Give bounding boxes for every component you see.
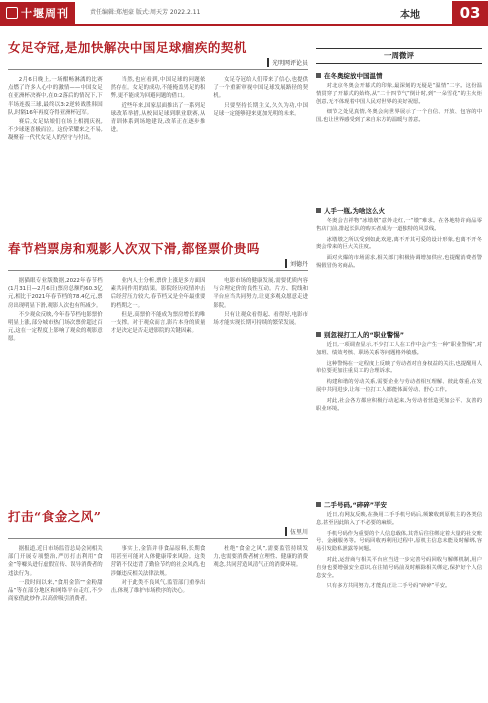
article-column: [213, 277, 308, 495]
paragraph: 冰墩墩之所以受到如此欢迎,离不开其可爱的设计形象,也离不开冬奥会带来的巨大关注度。: [316, 236, 482, 251]
article-column: [111, 277, 206, 495]
article-byline: 光明网评论员: [267, 58, 308, 67]
sidebar-title: 一周微评: [316, 48, 482, 64]
square-bullet-icon: [316, 208, 321, 213]
sidebar-weekly-comments: [316, 32, 482, 693]
sidebar-heading-text: 在冬奥绽放中国温情: [324, 72, 383, 80]
sidebar-heading-text: 二手号码,“碎碎”平安: [324, 501, 388, 509]
paragraph: 近些年来,国家层面推出了一系列足球改革举措,从校园足球到职业联赛,从青训体系到场地建设,改革正在逐步推进。: [110, 102, 206, 134]
paragraph: 只要坚持长期主义,久久为功,中国足球一定能够迎来更加光明的未来。: [213, 102, 308, 117]
paragraph: 对北京冬奥会开幕式的印象,最深刻的无疑是“温情”二字。这份温情贯穿了开幕式的始终,从“二十四节气”倒计时,到“一朵雪花”的主火炬创意,无不体现着中国人民对世界的美好祝愿。: [316, 83, 482, 105]
editor-meta: 责任编辑:郑旭豪 版式:周天芳 2022.2.11: [90, 9, 201, 16]
masthead-logo-icon: [6, 7, 18, 19]
sidebar-heading: [316, 71, 482, 80]
article-title: 打击“食金之风”: [8, 509, 102, 524]
sidebar-section: [316, 199, 482, 323]
paragraph: 对此,社会各方都应积极行动起来,为劳动者营造更加公平、友善的职业环境。: [316, 397, 482, 412]
paragraph: 对此,运营商与相关平台应当进一步完善号码回收与解绑机制,用户自身也要增强安全意识,在注销号码前及时解除相关绑定,保护好个人信息安全。: [316, 556, 482, 579]
article-column: [8, 545, 103, 681]
article-byline: 伍里川: [285, 527, 308, 536]
paragraph: 对于此类不良风气,监管部门重拳出击,体现了维护市场秩序的决心。: [110, 579, 206, 595]
paragraph: 2月6日晚上,一场酣畅淋漓的比赛点燃了许多人心中的激情——中国女足在亚洲杯决赛中,在0:2落后的情况下,下半场连扳三球,最终以3:2逆转战胜韩国队,时隔16年再度夺得亚洲杯冠军。: [8, 77, 103, 116]
square-bullet-icon: [316, 73, 321, 78]
paragraph: 电影市场的健康发展,需要优质内容与合理定价的良性互动。片方、院线和平台应当共同努力,让更多观众愿意走进影院。: [213, 278, 308, 309]
article-column: [111, 76, 206, 226]
article-column: [8, 76, 103, 226]
masthead: [0, 2, 75, 24]
paragraph: 杜绝“食金之风”,需要监管持续发力,也需要消费者树立理性、健康的消费观念,共同营造风清气正的消费环境。: [213, 546, 308, 569]
paragraph: 女足夺冠给人们带来了信心,也提供了一个重新审视中国足球发展路径的契机。: [213, 77, 308, 100]
section-label: 本地: [400, 10, 420, 21]
paragraph: 赛后,女足姑娘们在场上相拥庆祝,不少球迷喜极而泣。这份荣耀来之不易,凝聚着一代代女足人的坚守与付出。: [8, 119, 103, 142]
byline-row: [8, 527, 308, 539]
paper-name: 十堰周刊: [21, 7, 69, 20]
sidebar-section: [316, 493, 482, 693]
article-title: 春节档票房和观影人次双下滑,都怪票价贵吗: [8, 241, 260, 256]
sidebar-heading: [316, 206, 482, 215]
article-byline: 刘德丹: [285, 259, 308, 268]
square-bullet-icon: [316, 332, 321, 337]
paragraph: 但是,高票价不能成为票房增长的唯一支撑。对于观众而言,影片本身的质量才是决定是否走进影院的关键因素。: [110, 311, 206, 335]
sidebar-heading-text: 别忽视打工人的“职业警惕”: [324, 331, 405, 339]
byline-row: [8, 58, 308, 70]
article-body: [8, 545, 308, 681]
page-header: [0, 0, 488, 26]
paragraph: 据报道,近日市场监管总局会同相关部门开展专项整治,严厉打击利用“食金”等噱头进行虚假宣传、误导消费者的违法行为。: [8, 546, 103, 577]
paragraph: 近日,一项调查显示,不少打工人在工作中会产生一种“职业警惕”,对加班、绩效考核、职场关系等问题格外敏感。: [316, 342, 482, 356]
paragraph: 只有让观众看得起、看得好,电影市场才能实现长期可持续的繁荣发展。: [213, 311, 308, 327]
byline-row: [8, 259, 308, 271]
paragraph: 只有多方共同努力,才能真正让二手号码“碎碎”平安。: [326, 583, 451, 590]
paragraph: 不少观众反映,今年春节档电影票价明显上涨,部分城市热门场次票价超过百元,这在一定程度上影响了观众的观影意愿。: [8, 311, 103, 343]
article-spring-box-office: [8, 233, 308, 495]
paragraph: 当然,也应看到,中国足球的问题依然存在。女足的成功,不能掩盖男足的积弊,更不能成为回避问题的借口。: [110, 77, 206, 100]
paragraph: 据猫眼专业版数据,2022年春节档(1月31日—2月6日)票房总额约60.3亿元,相比于2021年春节档的78.4亿元,票房出现明显下滑,观影人次也有所减少。: [8, 278, 103, 309]
square-bullet-icon: [316, 502, 321, 507]
sidebar-heading: [316, 330, 482, 339]
paragraph: 事实上,金箔并非食品原料,长期食用甚至可能对人体健康带来风险。这类营销不仅违背了勤俭节约的社会风尚,也涉嫌违反相关法律法规。: [110, 546, 206, 577]
paragraph: 近日,有网友反映,在换用二手手机号码后,频繁收到原机主的各类信息,甚至因此陷入了不必要的麻烦。: [316, 512, 482, 526]
article-column: [213, 76, 308, 226]
article-column: [111, 545, 206, 681]
sidebar-section: [316, 64, 482, 199]
article-body: [8, 76, 308, 226]
paragraph: 细节之处见真情,冬奥会向世界展示了一个自信、开放、包容的中国,也让世界感受到了来自东方的温暖与善意。: [316, 109, 482, 124]
paragraph: 业内人士分析,票价上涨是多方面因素共同作用的结果。影院经历疫情冲击后经营压力较大,春节档又是全年最重要的档期之一。: [110, 278, 206, 309]
sidebar-heading-text: 人手一瓶,为啥这么火: [324, 207, 385, 215]
page-number: 03: [452, 1, 488, 25]
main-column: [8, 32, 308, 681]
sidebar-section: [316, 323, 482, 493]
article-women-football: [8, 32, 308, 227]
paragraph: 构建和谐的劳动关系,需要企业与劳动者相互理解、彼此尊重,在发展中共同进步,让每一位打工人都能体面劳动、舒心工作。: [316, 379, 482, 393]
article-column: [8, 277, 103, 495]
sidebar-heading: [316, 500, 482, 509]
article-title: 女足夺冠,是加快解决中国足球痼疾的契机: [8, 40, 247, 55]
article-body: [8, 277, 308, 495]
paragraph: 手机号码作为重要的个人信息载体,其背后往往绑定着大量的社交账号、金融服务等。号码回收再利用过程中,原机主信息未能及时解绑,容易引发隐私泄露等问题。: [316, 530, 482, 553]
paragraph: 这种警惕在一定程度上反映了劳动者对自身权益的关注,也提醒用人单位要更加注重员工的合理诉求。: [316, 360, 482, 375]
paragraph: 一段时间以来,“食用金箔”“金粉甜品”等在部分地区和网络平台走红,不少商家借此炒作,以高价吸引消费者。: [8, 579, 103, 603]
paragraph: 面对火爆的市场需求,相关部门积极协调增加供应,也提醒消费者警惕假冒伪劣商品。: [316, 255, 482, 269]
article-column: [213, 545, 308, 681]
article-eating-gold: [8, 501, 308, 681]
paragraph: 冬奥会吉祥物“冰墩墩”意外走红,一“墩”难求。在各地特许商品零售店门前,排起长队的购买者成为一道独特的风景线。: [316, 218, 482, 232]
